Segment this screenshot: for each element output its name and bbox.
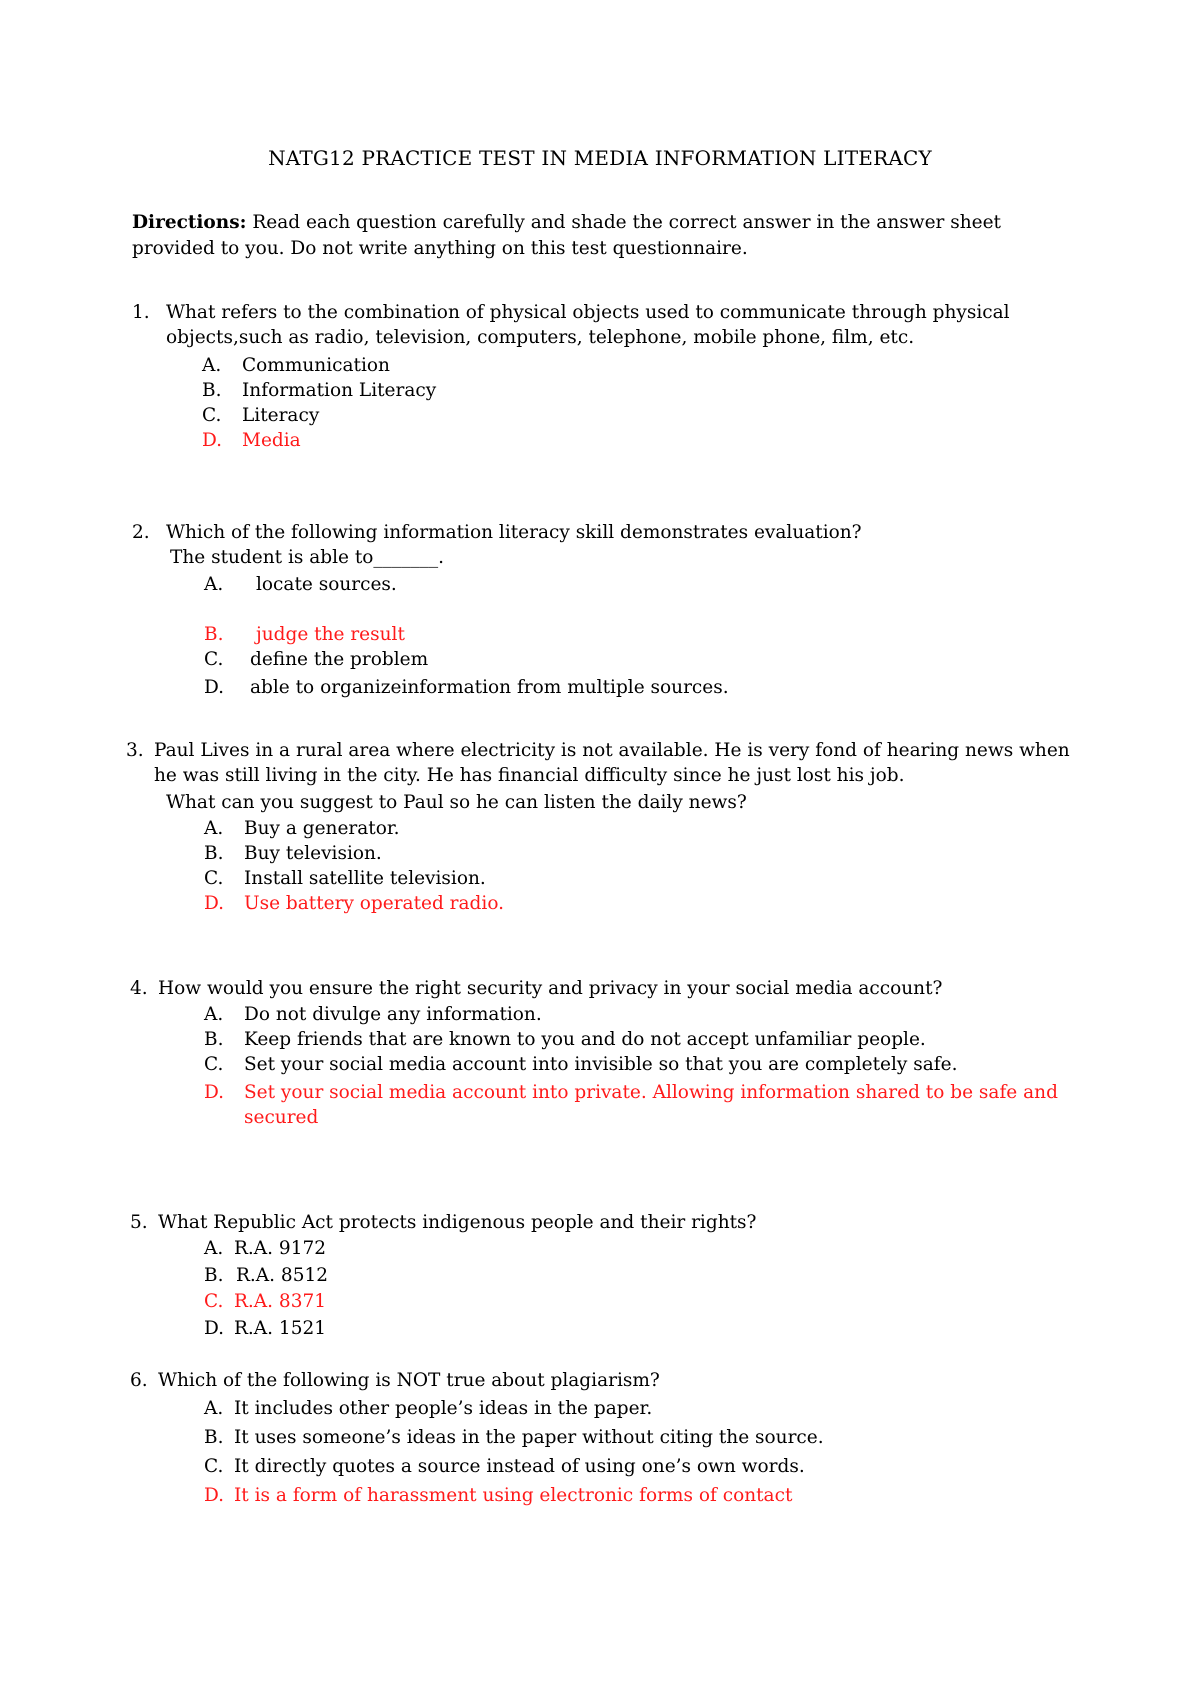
- question-2: [132, 520, 1067, 700]
- directions-label: Directions:: [132, 212, 247, 233]
- question-text: How would you ensure the right security and privacy in your social media account?: [158, 978, 943, 999]
- option-b: B. Information Literacy: [202, 380, 437, 401]
- directions: [132, 210, 1072, 262]
- option-list: [204, 1394, 1070, 1510]
- question-number: 6.: [130, 1370, 148, 1391]
- option-d-correct: D. Use battery operated radio.: [204, 893, 505, 914]
- option-c: C. It directly quotes a source instead of using one’s own words.: [204, 1456, 805, 1477]
- question-text: Which of the following information literacy skill demonstrates evaluation?: [166, 522, 862, 543]
- option-list: [204, 572, 1067, 700]
- option-d: D. R.A. 1521: [204, 1317, 327, 1339]
- question-subtext: What can you suggest to Paul so he can listen the daily news?: [166, 792, 747, 813]
- option-a: A. R.A. 9172: [204, 1238, 327, 1259]
- directions-text: Read each question carefully and shade the correct answer in the answer sheet provided to you. Do not write anything on this test questionnaire.: [132, 212, 1001, 259]
- option-d-correct: D. It is a form of harassment using electronic forms of contact: [204, 1485, 793, 1506]
- question-text: Which of the following is NOT true about plagiarism?: [158, 1370, 660, 1391]
- option-c: C. Literacy: [202, 405, 320, 426]
- option-c: C. Set your social media account into invisible so that you are completely safe.: [204, 1054, 958, 1075]
- question-4: [130, 976, 1070, 1130]
- option-list: [202, 353, 1067, 453]
- question-number: 1.: [132, 302, 150, 323]
- question-number: 2.: [132, 522, 150, 543]
- option-a: A. locate sources.: [204, 574, 397, 595]
- option-a: A. Do not divulge any information.: [204, 1004, 542, 1025]
- question-text: What refers to the combination of physical objects used to communicate through physical objects,such as radio, television, computers, telephone, mobile phone, film, etc.: [166, 302, 1010, 348]
- question-subtext: The student is able to_______.: [170, 547, 445, 568]
- option-b-correct: B. judge the result: [204, 624, 405, 645]
- question-3: [126, 738, 1071, 916]
- option-a: A. It includes other people’s ideas in the paper.: [204, 1398, 653, 1419]
- question-1: [132, 300, 1067, 453]
- option-a: A. Communication: [202, 355, 390, 376]
- option-b: B. Buy television.: [204, 843, 382, 864]
- question-6: [130, 1368, 1070, 1510]
- question-number: 3.: [126, 740, 144, 761]
- option-a: A. Buy a generator.: [204, 818, 400, 839]
- option-c: C. Install satellite television.: [204, 868, 486, 889]
- option-list: [204, 1236, 1070, 1342]
- option-d: D. able to organizeinformation from multiple sources.: [204, 677, 729, 698]
- option-b: B. R.A. 8512: [204, 1264, 329, 1286]
- option-b: B. Keep friends that are known to you and do not accept unfamiliar people.: [204, 1029, 926, 1050]
- question-text: Paul Lives in a rural area where electricity is not available. He is very fond of hearing news when he was still living in the city. He has financial difficulty since he just lost his job.: [154, 740, 1070, 786]
- document-title: NATG12 PRACTICE TEST IN MEDIA INFORMATION LITERACY: [268, 146, 932, 170]
- option-c: C. define the problem: [204, 649, 429, 670]
- question-5: [130, 1210, 1070, 1342]
- option-list: [204, 1002, 1070, 1130]
- option-d-correct: D. Media: [202, 430, 301, 451]
- option-c-correct: C. R.A. 8371: [204, 1291, 327, 1312]
- question-text: What Republic Act protects indigenous people and their rights?: [158, 1212, 757, 1233]
- option-d-correct: D. Set your social media account into private. Allowing information shared to be safe and secured: [204, 1082, 1058, 1128]
- option-b: B. It uses someone’s ideas in the paper without citing the source.: [204, 1427, 824, 1448]
- question-number: 4.: [130, 978, 148, 999]
- question-number: 5.: [130, 1212, 148, 1233]
- option-list: [204, 816, 1071, 916]
